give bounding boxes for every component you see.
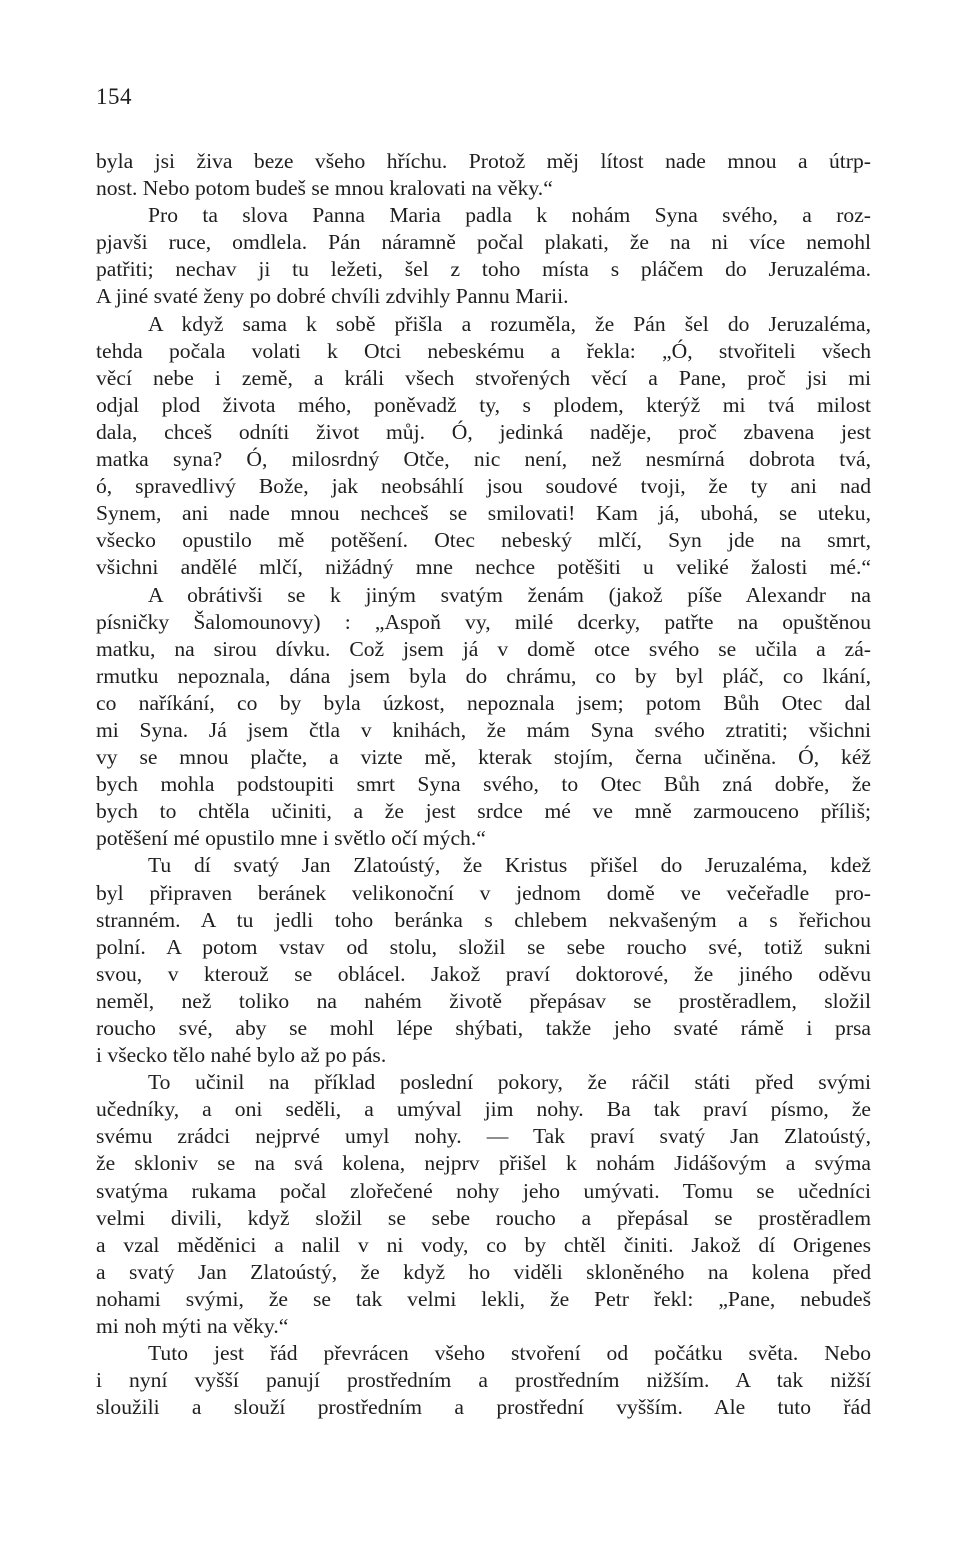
text-line: svou, v kterouž se oblácel. Jakož praví doktorové, že jiného oděvu <box>96 961 871 986</box>
text-line: ó, spravedlivý Bože, jak neobsáhlí jsou soudové tvoji, že ty ani nad <box>96 474 871 499</box>
text-line: nost. Nebo potom budeš se mnou kralovati na věky.“ <box>96 176 553 201</box>
text-line: neměl, než toliko na nahém životě přepásav se prostěradlem, složil <box>96 988 871 1013</box>
text-line: mi noh mýti na věky.“ <box>96 1314 289 1339</box>
text-line: bych mohla podstoupiti smrt Syna svého, to Otec Bůh zná dobře, že <box>96 772 871 797</box>
text-line: A když sama k sobě přišla a rozuměla, že Pán šel do Jeruzaléma, <box>148 311 871 336</box>
text-line: písničky Šalomounovy) : „Aspoň vy, milé dcerky, patřte na opuštěnou <box>96 609 871 634</box>
text-line: stranném. A tu jedli toho beránka s chlebem nekvašeným a s řeřichou <box>96 907 871 932</box>
text-line: odjal plod života mého, poněvadž ty, s plodem, kterýž mi tvá milost <box>96 392 871 417</box>
text-line: a vzal měděnici a nalil v ni vody, co by chtěl činiti. Jakož dí Origenes <box>96 1232 871 1257</box>
text-line: A jiné svaté ženy po dobré chvíli zdvihly Pannu Marii. <box>96 284 569 309</box>
text-line: matka syna? Ó, milosrdný Otče, nic není, než nesmírná dobrota tvá, <box>96 447 871 472</box>
text-line: Pro ta slova Panna Maria padla k nohám Syna svého, a roz- <box>148 203 871 228</box>
body-text <box>96 148 871 1421</box>
text-line: že skloniv se na svá kolena, nejprv přišel k nohám Jidášovým a svýma <box>96 1151 871 1176</box>
text-line: tehda počala volati k Otci nebeskému a řekla: „Ó, stvořiteli všech <box>96 338 871 363</box>
text-line: pjavši ruce, omdlela. Pán náramně počal plakati, že na ni více nemohl <box>96 230 871 255</box>
text-line: Tu dí svatý Jan Zlatoústý, že Kristus přišel do Jeruzaléma, kdež <box>148 853 871 878</box>
page-number: 154 <box>96 84 132 109</box>
text-line: bych to chtěla učiniti, a že jest srdce mé ve mně zarmouceno příliš; <box>96 799 871 824</box>
text-line: Tuto jest řád převrácen všeho stvoření od počátku světa. Nebo <box>148 1341 871 1366</box>
text-line: rmutku nepoznala, dána jsem byla do chrámu, co by byl pláč, co lkání, <box>96 663 871 688</box>
text-line: Synem, ani nade mnou nechceš se smilovati! Kam já, ubohá, se uteku, <box>96 501 871 526</box>
text-line: byl připraven beránek velikonoční v jednom domě ve večeřadle pro- <box>96 880 871 905</box>
text-line: i nyní vyšší panují prostředním a prostředním nižším. A tak nižší <box>96 1368 871 1393</box>
text-line: nohami svými, že se tak velmi lekli, že Petr řekl: „Pane, nebudeš <box>96 1286 871 1311</box>
text-line: velmi divili, když složil se sebe roucho a přepásal se prostěradlem <box>96 1205 871 1230</box>
text-line: i všecko tělo nahé bylo až po pás. <box>96 1043 387 1068</box>
text-line: mi Syna. Já jsem čtla v knihách, že mám Syna svého ztratiti; všichni <box>96 717 871 742</box>
text-line: potěšení mé opustilo mne i světlo očí mých.“ <box>96 826 486 851</box>
text-line: vy se mnou plačte, a vizte mě, kterak stojím, černa učiněna. Ó, kéž <box>96 745 871 770</box>
text-line: svému zrádci nejprvé umyl nohy. — Tak praví svatý Jan Zlatoústý, <box>96 1124 871 1149</box>
text-line: To učinil na příklad poslední pokory, že ráčil státi před svými <box>148 1070 871 1095</box>
text-line: co naříkání, co by byla úzkost, nepoznala jsem; potom Bůh Otec dal <box>96 690 871 715</box>
text-line: věcí nebe i země, a králi všech stvořených věcí a Pane, proč jsi mi <box>96 365 871 390</box>
text-line: patřiti; nechav ji tu ležeti, šel z toho místa s pláčem do Jeruzaléma. <box>96 257 871 282</box>
text-line: byla jsi živa beze všeho hříchu. Protož měj lítost nade mnou a útrp- <box>96 149 871 173</box>
text-line: polní. A potom vstav od stolu, složil se sebe roucho své, totiž sukni <box>96 934 871 959</box>
text-line: svatýma rukama počal zlořečené nohy jeho umývati. Tomu se učedníci <box>96 1178 871 1203</box>
text-line: sloužili a slouží prostředním a prostřední vyšším. Ale tuto řád <box>96 1395 871 1420</box>
text-line: všecko opustilo mě potěšení. Otec nebeský mlčí, Syn jde na smrt, <box>96 528 871 553</box>
text-line: matku, na sirou dívku. Což jsem já v domě otce svého se učila a zá- <box>96 636 871 661</box>
text-line: dala, chceš odníti život můj. Ó, jedinká naděje, proč zbavena jest <box>96 419 871 444</box>
text-line: A obrátivši se k jiným svatým ženám (jakož píše Alexandr na <box>148 582 871 607</box>
text-line: roucho své, aby se mohl lépe shýbati, takže jeho svaté rámě i prsa <box>96 1016 871 1040</box>
text-line: učedníky, a oni seděli, a umýval jim nohy. Ba tak praví písmo, že <box>96 1097 871 1122</box>
text-line: a svatý Jan Zlatoústý, že když ho viděli skloněného na kolena před <box>96 1259 871 1284</box>
text-line: všichni andělé mlčí, nižádný mne nechce potěšiti u veliké žalosti mé.“ <box>96 555 871 580</box>
